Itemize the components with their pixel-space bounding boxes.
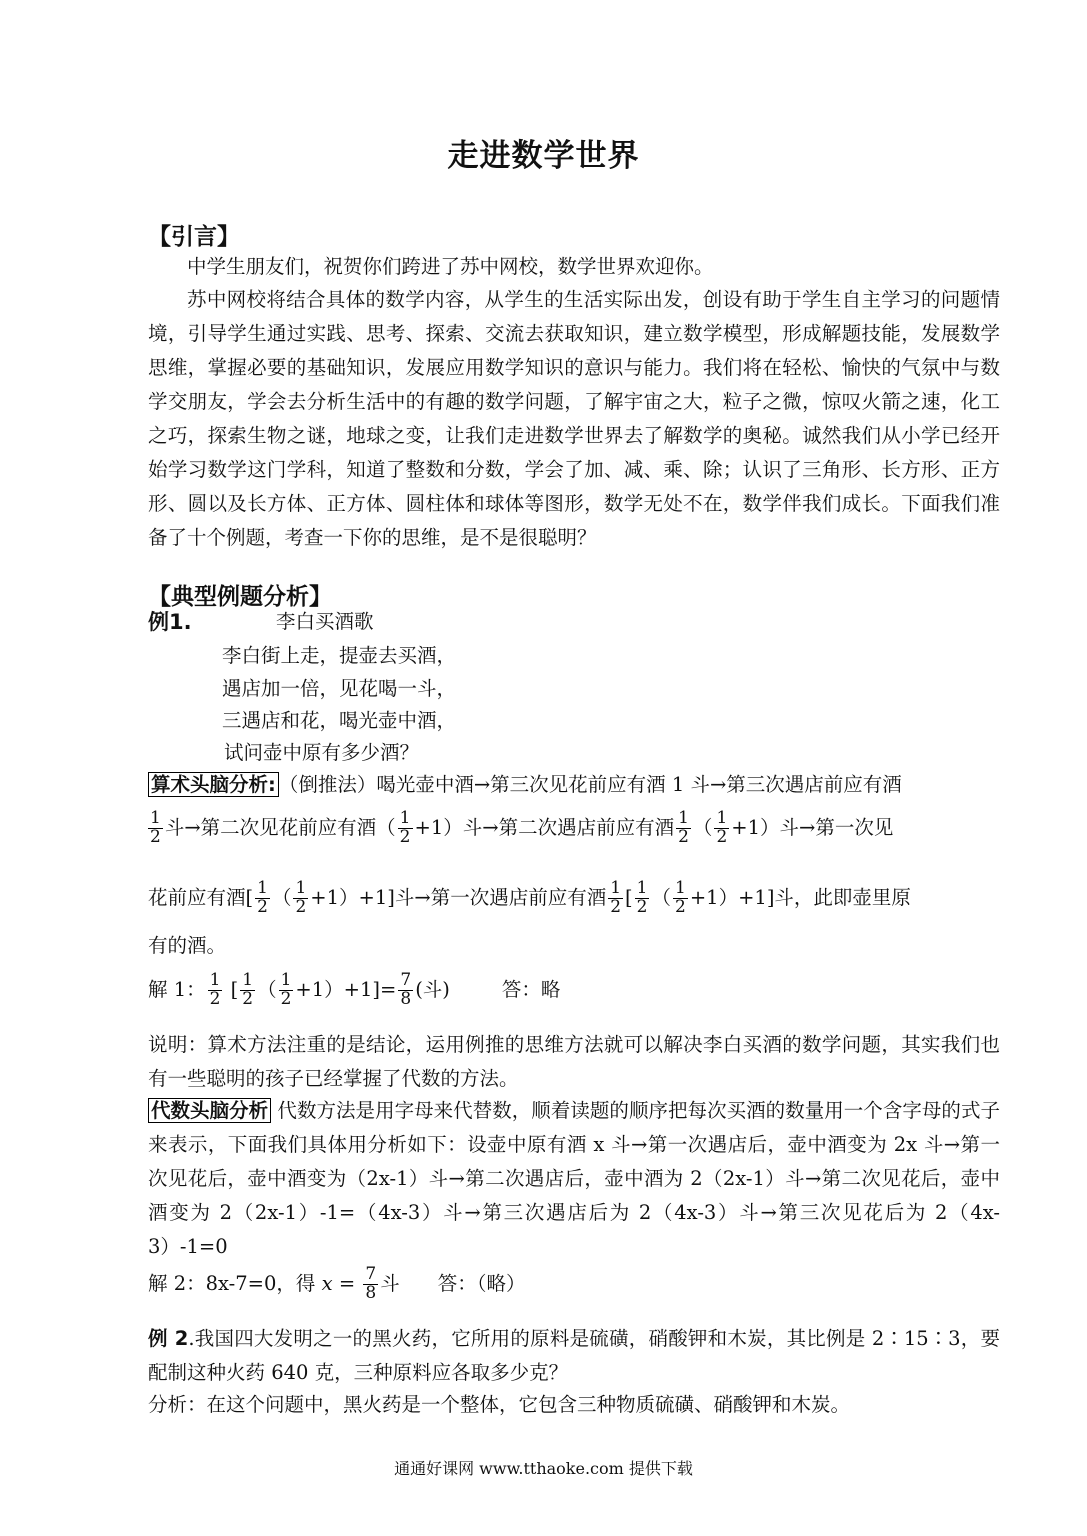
fraction-half: $\frac{1}{2}$ [295,878,307,917]
solution-1-answer: 答：略 [501,977,561,1001]
arith-analysis-line-3: 花前应有酒[ $\frac{1}{2}$ （ $\frac{1}{2}$ +1）+1]斗→第一次遇店前应有酒 $\frac{1}{2}$ [ $\frac{1}{2}$ （ $\frac{1}{2}$ +1）+1]斗，此即壶里原 [148,878,911,917]
example-1-label: 例1. [148,610,192,634]
example-2-text: .我国四大发明之一的黑火药，它所用的原料是硫磺，硝酸钾和木炭，其比例是 2∶15∶3，要配制这种火药 640 克，三种原料应各取多少克？ [148,1327,1000,1384]
solution-1: 解 1： $\frac{1}{2}$ [ $\frac{1}{2}$ （ $\frac{1}{2}$ +1）+1]= $\frac{7}{8}$ (斗) 答：略 [148,970,561,1009]
fraction-half: $\frac{1}{2}$ [242,970,254,1009]
poem-line-2: 遇店加一倍，见花喝一斗， [222,677,457,700]
fraction-half: $\frac{1}{2}$ [280,970,292,1009]
fraction-half: $\frac{1}{2}$ [716,808,728,847]
fraction-half: $\frac{1}{2}$ [257,878,268,917]
example-2-label: 例 2 [148,1327,189,1350]
fraction-half: $\frac{1}{2}$ [209,970,221,1009]
arith-analysis-label: 算术头脑分析: [148,772,279,797]
intro-paragraph-2: 苏中网校将结合具体的数学内容，从学生的生活实际出发，创设有助于学生自主学习的问题情境，引导学生通过实践、思考、探索、交流去获取知识，建立数学模型，形成解题技能，发展数学思维，掌握必要的基础知识，发展应用数学知识的意识与能力。我们将在轻松、愉快的气氛中与数学交朋友，学会去分析生活中的有趣的数学问题，了解宇宙之大，粒子之微，惊叹火箭之速，化工之巧，探索生物之谜，地球之变，让我们走进数学世界去了解数学的奥秘。诚然我们从小学已经开始学习数学这门学科，知道了整数和分数，学会了加、减、乘、除；认识了三角形、长方形、正方形、圆以及长方体、正方体、圆柱体和球体等图形，数学无处不在，数学伴我们成长。下面我们准备了十个例题，考查一下你的思维，是不是很聪明？ [148,288,1000,549]
arith-analysis-line-2: $\frac{1}{2}$ 斗→第二次见花前应有酒（ $\frac{1}{2}$ +1）斗→第二次遇店前应有酒 $\frac{1}{2}$ （ $\frac{1}{2}$ +1）斗→第一次见 [150,808,894,847]
solution-2-answer: 答：（略） [437,1271,526,1295]
fraction-half: $\frac{1}{2}$ [678,808,689,847]
arith-text-1: （倒推法）喝光壶中酒→第三次见花前应有酒 1 斗→第三次遇店前应有酒 [278,773,902,796]
example-2-analysis: 分析：在这个问题中，黑火药是一个整体，它包含三种物质硫磺、硝酸钾和木炭。 [148,1393,851,1416]
page-footer: 通通好课网 www.tthaoke.com 提供下载 [394,1459,693,1478]
poem-title: 李白买酒歌 [276,610,374,633]
algebra-analysis-text: 代数方法是用字母来代替数，顺着读题的顺序把每次买酒的数量用一个含字母的式子来表示，下面我们具体用分析如下：设壶中原有酒 x 斗→第一次遇店后，壶中酒变为 2x 斗→第一次见花后，壶中酒变为（2x-1）斗→第二次遇店后，壶中酒为 2（2x-1）斗→第二次见花后，壶中酒变为 2（2x-1）-1=（4x-3）斗→第三次遇店后为 2（4x-3）斗→第三次见花后为 2（4x-3）-1=0 [148,1099,1000,1258]
solution-2: 解 2：8x-7=0，得 x = $\frac{7}{8}$ 斗 答：（略） [148,1264,526,1303]
intro-heading: 【引言】 [148,224,240,250]
example-2-paragraph [148,1322,1000,1390]
note-paragraph: 说明：算术方法注重的是结论，运用例推的思维方法就可以解决李白买酒的数学问题，其实我们也有一些聪明的孩子已经掌握了代数的方法。 [148,1033,1000,1090]
algebra-analysis-label: 代数头脑分析 [148,1098,271,1123]
fraction-half: $\frac{1}{2}$ [675,878,686,917]
poem-line-1: 李白街上走，提壶去买酒， [222,644,457,667]
arith-analysis-line-1 [148,775,902,795]
fraction-half: $\frac{1}{2}$ [150,808,161,847]
fraction-seven-eighths: $\frac{7}{8}$ [400,970,412,1009]
arith-analysis-line-4: 有的酒。 [148,934,227,957]
fraction-half: $\frac{1}{2}$ [399,808,411,847]
page-title: 走进数学世界 [447,138,640,174]
poem-line-4: 试问壶中原有多少酒？ [224,741,420,764]
fraction-seven-eighths: $\frac{7}{8}$ [365,1264,377,1303]
fraction-half: $\frac{1}{2}$ [610,878,622,917]
intro-paragraph-1: 中学生朋友们，祝贺你们跨进了苏中网校，数学世界欢迎你。 [187,255,714,278]
algebra-analysis [148,1094,1000,1264]
poem-line-3: 三遇店和花，喝光壶中酒， [222,709,457,732]
examples-heading: 【典型例题分析】 [148,584,332,610]
fraction-half: $\frac{1}{2}$ [636,878,648,917]
